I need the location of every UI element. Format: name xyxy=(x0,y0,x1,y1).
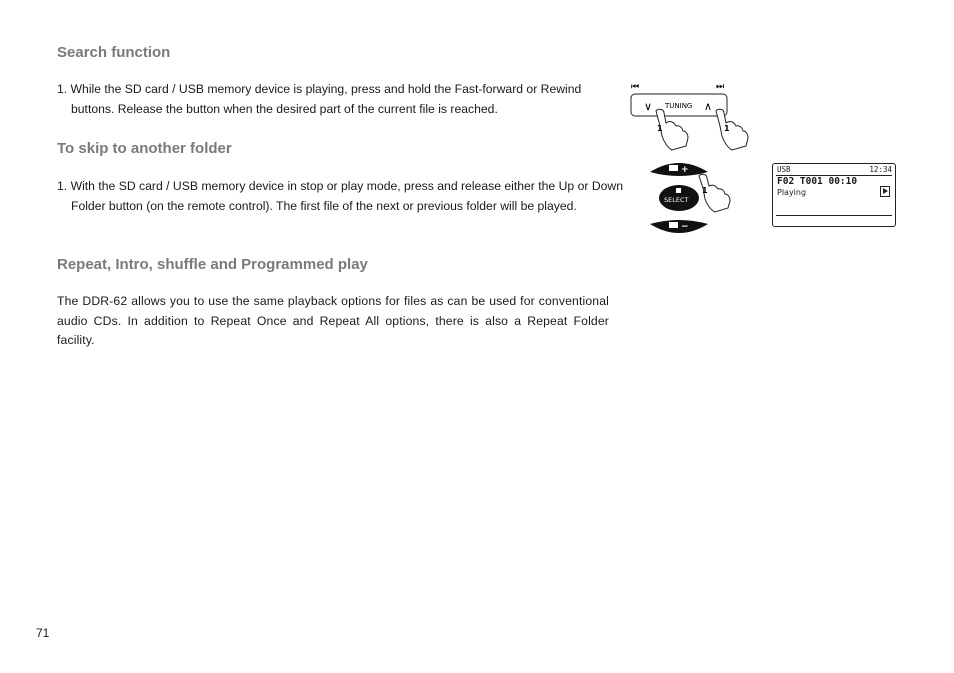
lcd-display xyxy=(772,163,896,227)
play-icon xyxy=(880,186,890,197)
lcd-status: Playing xyxy=(777,188,807,197)
pointing-hand-right-icon xyxy=(716,109,748,150)
select-label: SELECT xyxy=(664,196,689,204)
lcd-clock: 12:34 xyxy=(869,165,892,174)
lcd-track-info: F02 T001 00:10 xyxy=(777,176,858,187)
folder-up-button xyxy=(650,163,708,176)
finger-count: 1 xyxy=(702,186,708,195)
folder-buttons-illustration xyxy=(645,158,745,238)
search-instructions xyxy=(57,80,609,119)
heading-search-function: Search function xyxy=(57,44,171,61)
finger-count-left: 1 xyxy=(657,124,663,133)
tuning-up-icon: ∧ xyxy=(704,100,713,113)
pointing-hand-icon xyxy=(699,174,730,212)
svg-text:−: − xyxy=(681,222,689,232)
lcd-header xyxy=(777,165,892,175)
skip-instructions: 1. With the SD card / USB memory device in stop or play mode, press and release either the Up or Down Folder button (on the remote control). The first file of the next or previous folder will be played. xyxy=(57,179,623,213)
folder-down-button xyxy=(650,220,708,233)
page-number: 71 xyxy=(36,626,50,640)
rewind-icon: ⏮ xyxy=(631,82,640,92)
tuning-label: TUNING xyxy=(665,102,693,110)
heading-repeat-intro-shuffle: Repeat, Intro, shuffle and Programmed play xyxy=(57,256,368,273)
fast-forward-icon: ⏭ xyxy=(716,82,725,92)
tuning-down-icon: ∨ xyxy=(644,100,653,113)
repeat-paragraph: The DDR-62 allows you to use the same playback options for files as can be used for conventional audio CDs. In addition to Repeat Once and Repeat All options, there is also a Repeat Folder facility. xyxy=(57,294,609,347)
search-instruction-line-1: 1. While the SD card / USB memory device is playing, press and hold the Fast-forward or Rewind xyxy=(57,82,582,96)
heading-skip-folder: To skip to another folder xyxy=(57,140,232,157)
finger-count-right: 1 xyxy=(724,124,730,133)
stop-icon xyxy=(676,188,681,193)
lcd-divider-bottom xyxy=(776,215,892,216)
search-instruction-line-2: buttons. Release the button when the desired part of the current file is reached. xyxy=(71,101,498,116)
svg-text:+: + xyxy=(681,165,689,175)
tuning-buttons-illustration xyxy=(626,78,752,154)
lcd-source-label: USB xyxy=(777,165,791,174)
